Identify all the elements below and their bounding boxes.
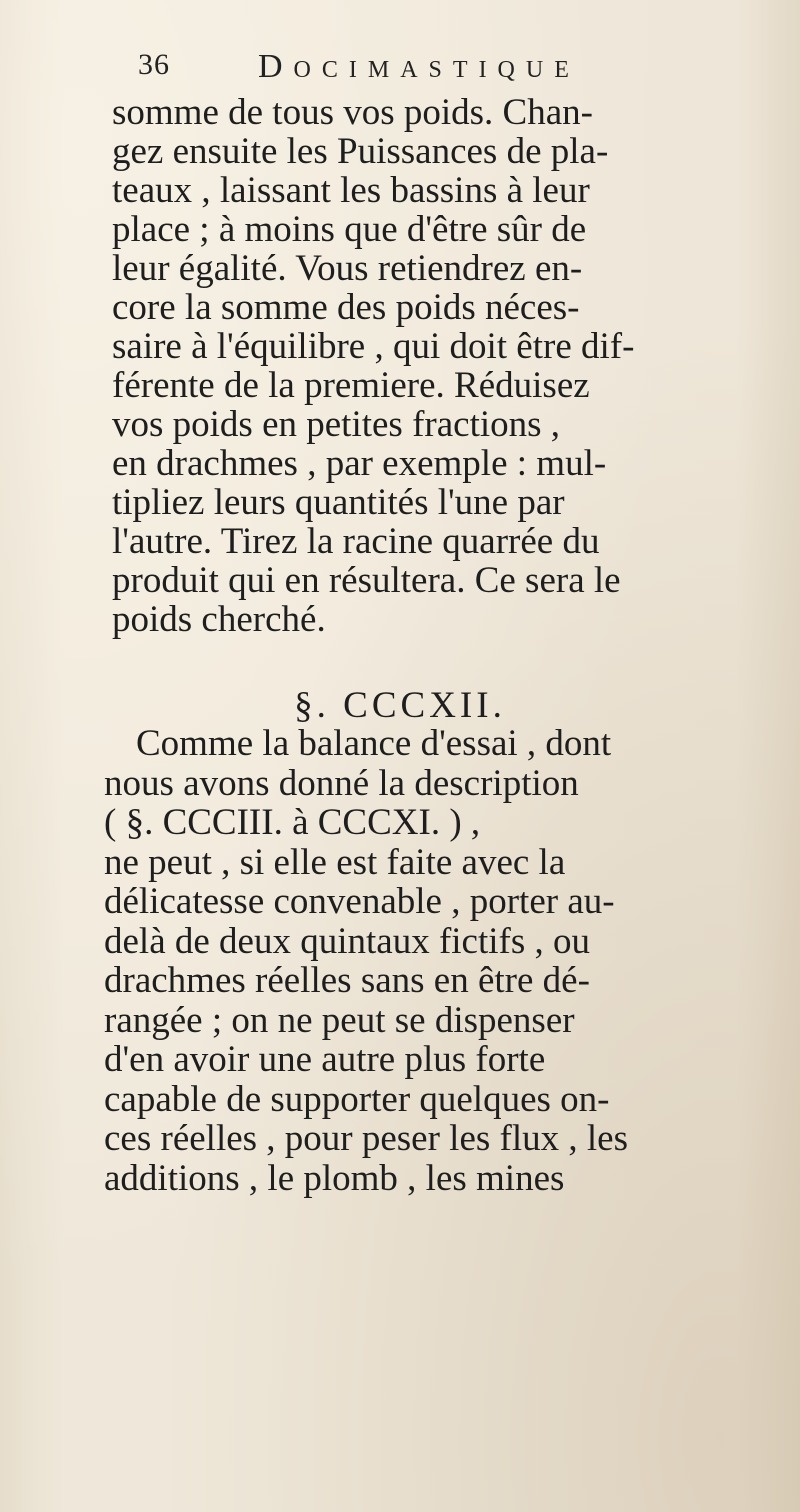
paragraph-continued <box>112 93 740 639</box>
text-line: ces réelles , pour peser les flux , les <box>104 1118 628 1159</box>
text-line: leur égalité. Vous retiendrez en- <box>112 248 583 289</box>
text-line: gez ensuite les Puissances de pla- <box>112 131 609 172</box>
text-line: d'en avoir une autre plus forte <box>104 1039 546 1080</box>
text-line: rangée ; on ne peut se dispenser <box>104 999 575 1041</box>
running-title: Docimastique <box>258 48 580 85</box>
text-line: vos poids en petites fractions , <box>112 404 561 445</box>
section-heading: §. CCCXII. <box>294 685 506 726</box>
text-line: saire à l'équilibre , qui doit être dif- <box>112 326 635 367</box>
text-line: somme de tous vos poids. Chan- <box>112 92 593 133</box>
text-line: core la somme des poids néces- <box>112 287 580 328</box>
page-header <box>138 44 738 94</box>
page-number: 36 <box>138 48 170 81</box>
text-line: additions , le plomb , les mines <box>104 1157 565 1199</box>
text-line: férente de la premiere. Réduisez <box>112 365 590 406</box>
text-line: tipliez leurs quantités l'une par <box>112 482 565 523</box>
text-line: délicatesse convenable , porter au- <box>104 881 615 922</box>
text-line: poids cherché. <box>112 599 326 640</box>
text-line: teaux , laissant les bassins à leur <box>112 170 590 211</box>
text-line: drachmes réelles sans en être dé- <box>104 960 590 1001</box>
paragraph-section <box>104 724 744 1198</box>
text-line: ( §. CCCIII. à CCCXI. ) , <box>104 802 481 843</box>
text-line: l'autre. Tirez la racine quarrée du <box>112 521 600 562</box>
text-line: Comme la balance d'essai , dont <box>136 723 612 764</box>
text-line: en drachmes , par exemple : mul- <box>112 443 607 484</box>
text-line: place ; à moins que d'être sûr de <box>112 209 587 250</box>
text-line: nous avons donné la description <box>104 762 579 804</box>
text-line: capable de supporter quelques on- <box>104 1078 610 1120</box>
text-line: ne peut , si elle est faite avec la <box>104 841 566 883</box>
text-line: produit qui en résultera. Ce sera le <box>112 560 621 601</box>
text-line: delà de deux quintaux fictifs , ou <box>104 920 591 962</box>
